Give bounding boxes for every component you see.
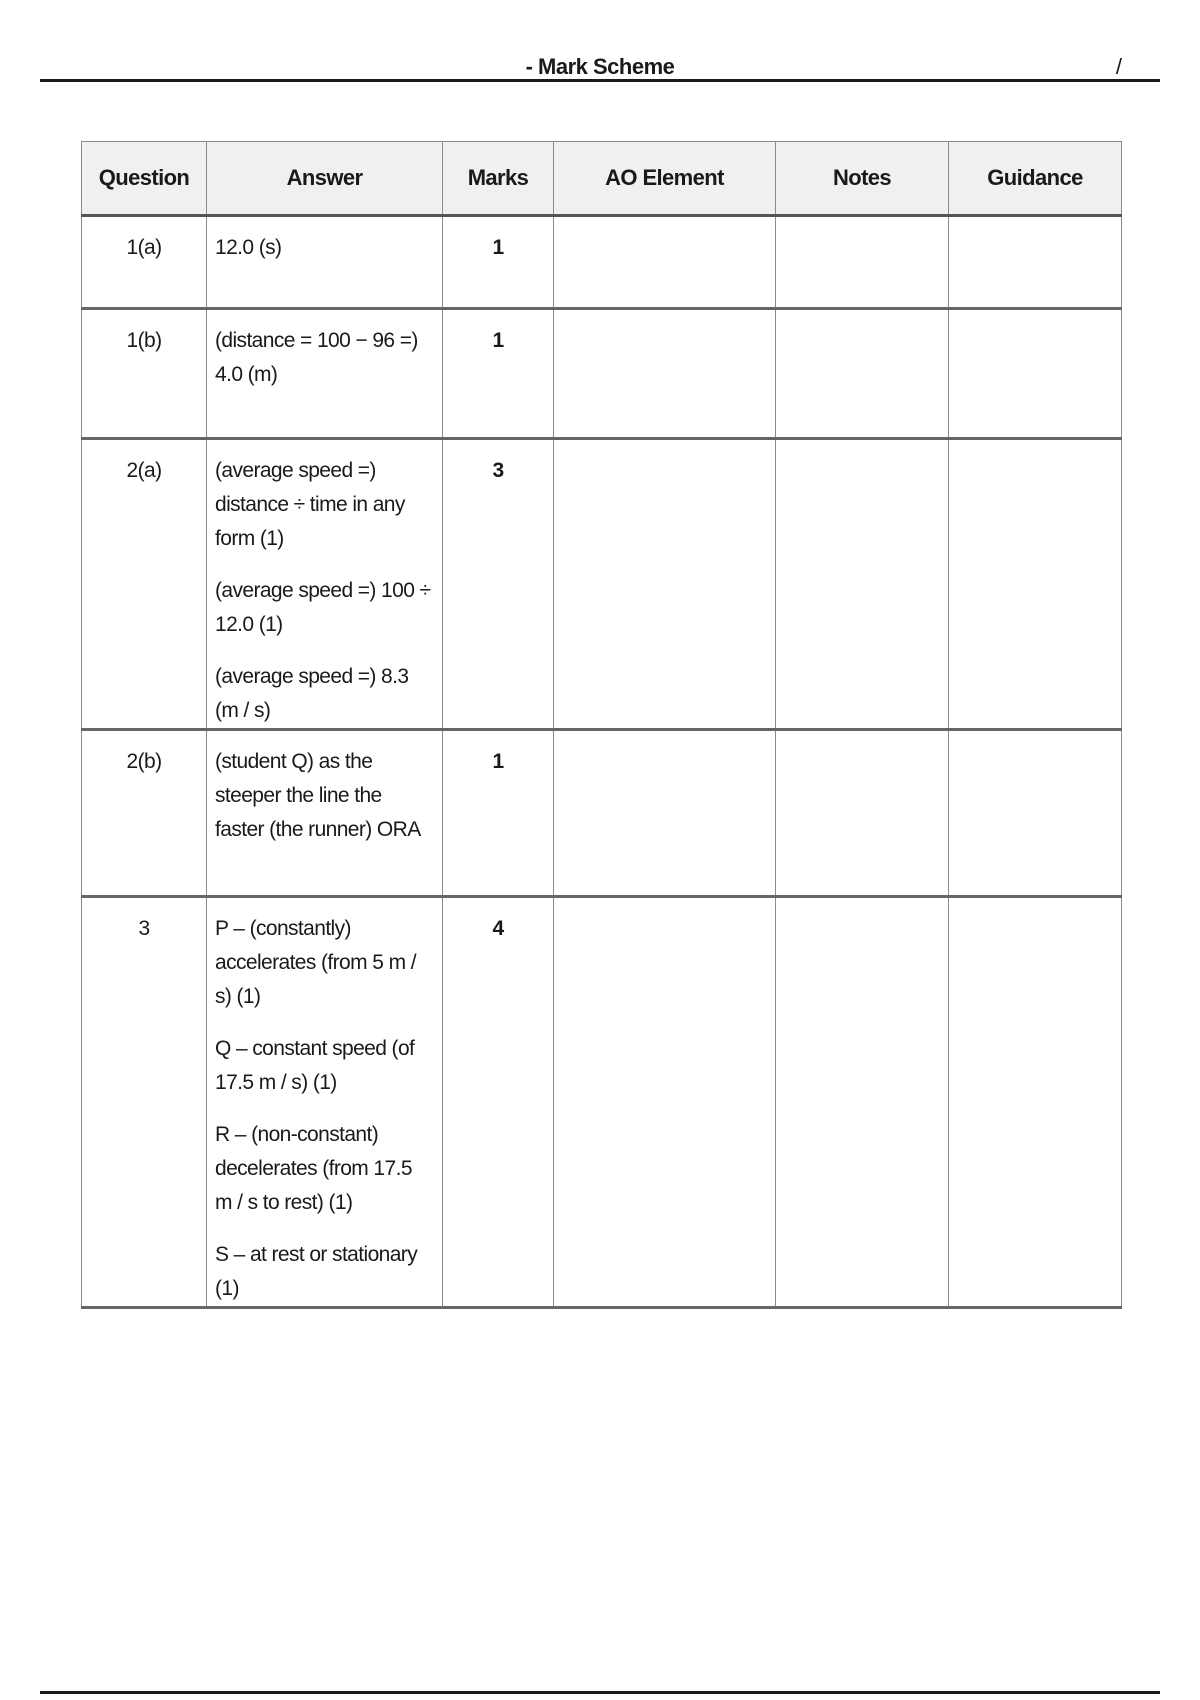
answer-line: 12.0 (s): [215, 236, 282, 259]
notes-cell: [776, 216, 949, 309]
marks-cell: 1: [443, 309, 554, 439]
answer-line: (average speed =) distance ÷ time in any form (1): [215, 459, 405, 550]
header-page-marker: /: [1115, 54, 1122, 79]
notes-cell: [776, 439, 949, 730]
table-row: [82, 309, 1122, 439]
question-cell: 1(b): [82, 309, 207, 439]
ao-element-cell: [554, 730, 776, 897]
guidance-cell: [949, 439, 1122, 730]
notes-cell: [776, 309, 949, 439]
answer-line: R – (non-constant) decelerates (from 17.5 m / s to rest) (1): [215, 1123, 412, 1214]
column-header-notes: Notes: [776, 142, 949, 216]
answer-line: Q – constant speed (of 17.5 m / s) (1): [215, 1037, 415, 1094]
answer-line: P – (constantly) accelerates (from 5 m / s) (1): [215, 917, 416, 1008]
ao-element-cell: [554, 439, 776, 730]
answer-cell: [207, 897, 443, 1308]
column-header-guidance: Guidance: [949, 142, 1122, 216]
guidance-cell: [949, 309, 1122, 439]
column-header-answer: Answer: [207, 142, 443, 216]
table-row: [82, 897, 1122, 1308]
question-cell: 1(a): [82, 216, 207, 309]
answer-cell: [207, 216, 443, 309]
guidance-cell: [949, 216, 1122, 309]
marks-cell: 3: [443, 439, 554, 730]
marks-cell: 4: [443, 897, 554, 1308]
column-header-ao-element: AO Element: [554, 142, 776, 216]
table-header-row: [82, 142, 1122, 216]
answer-line: (average speed =) 100 ÷ 12.0 (1): [215, 579, 431, 636]
answer-cell: [207, 309, 443, 439]
guidance-cell: [949, 730, 1122, 897]
ao-element-cell: [554, 309, 776, 439]
ao-element-cell: [554, 216, 776, 309]
mark-scheme-table: [81, 141, 1122, 1309]
answer-line: (average speed =) 8.3 (m / s): [215, 665, 409, 722]
question-cell: 3: [82, 897, 207, 1308]
notes-cell: [776, 730, 949, 897]
page-title: - Mark Scheme: [525, 54, 675, 79]
footer-rule: [40, 1691, 1160, 1694]
page-header: [40, 52, 1160, 82]
question-cell: 2(a): [82, 439, 207, 730]
table-row: [82, 439, 1122, 730]
answer-line: (student Q) as the steeper the line the faster (the runner) ORA: [215, 750, 421, 841]
column-header-marks: Marks: [443, 142, 554, 216]
column-header-question: Question: [82, 142, 207, 216]
table-row: [82, 730, 1122, 897]
marks-cell: 1: [443, 216, 554, 309]
answer-line: (distance = 100 − 96 =) 4.0 (m): [215, 329, 418, 386]
ao-element-cell: [554, 897, 776, 1308]
answer-cell: [207, 730, 443, 897]
notes-cell: [776, 897, 949, 1308]
question-cell: 2(b): [82, 730, 207, 897]
answer-cell: [207, 439, 443, 730]
answer-line: S – at rest or stationary (1): [215, 1243, 418, 1300]
marks-cell: 1: [443, 730, 554, 897]
table-row: [82, 216, 1122, 309]
guidance-cell: [949, 897, 1122, 1308]
